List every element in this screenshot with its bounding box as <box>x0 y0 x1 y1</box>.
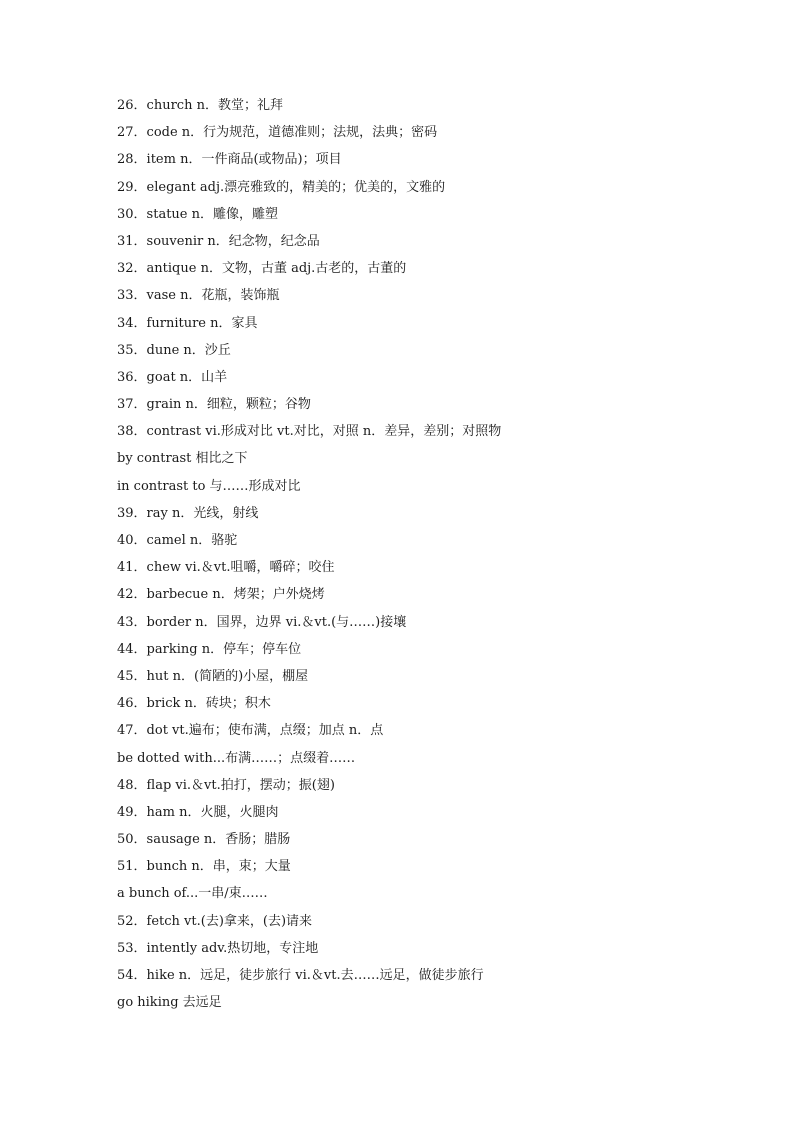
vocab-entry-26: 26．church n．教堂；礼拜 <box>117 98 283 113</box>
vocab-entry-34: 34．furniture n．家具 <box>117 315 258 331</box>
vocab-phrase: by contrast 相比之下 <box>117 451 248 467</box>
vocab-entry-45: 45．hut n．(简陋的)小屋，棚屋 <box>117 668 309 684</box>
vocab-entry-46: 46．brick n．砖块；积木 <box>117 696 271 712</box>
vocab-entry-50: 50．sausage n．香肠；腊肠 <box>117 832 291 848</box>
vocab-entry-37: 37．grain n．细粒，颗粒；谷物 <box>117 397 311 413</box>
vocab-entry-47: 47．dot vt.遍布；使布满，点缀；加点 n．点 <box>117 723 384 739</box>
vocab-entry-28: 28．item n．一件商品(或物品)；项目 <box>117 152 342 168</box>
vocab-entry-38: 38．contrast vi.形成对比 vt.对比，对照 n．差异，差别；对照物 <box>117 424 502 440</box>
vocab-phrase: be dotted with...布满……；点缀着…… <box>117 750 356 766</box>
vocab-phrase: in contrast to 与……形成对比 <box>117 478 301 494</box>
vocab-phrase: go hiking 去远足 <box>117 995 222 1011</box>
vocab-entry-49: 49．ham n．火腿，火腿肉 <box>117 804 279 820</box>
vocab-entry-44: 44．parking n．停车；停车位 <box>117 641 302 657</box>
vocab-entry-39: 39．ray n．光线，射线 <box>117 505 259 521</box>
vocab-entry-29: 29．elegant adj.漂亮雅致的，精美的；优美的，文雅的 <box>117 179 446 195</box>
vocab-entry-54: 54．hike n．远足，徒步旅行 vi.＆vt.去……远足，做徒步旅行 <box>117 968 484 983</box>
vocab-entry-53: 53．intently adv.热切地，专注地 <box>117 940 319 956</box>
vocab-entry-48: 48．flap vi.＆vt.拍打，摆动；振(翅) <box>117 777 335 793</box>
vocab-entry-42: 42．barbecue n．烤架；户外烧烤 <box>117 587 325 603</box>
vocab-entry-40: 40．camel n．骆驼 <box>117 533 238 548</box>
vocab-entry-32: 32．antique n．文物，古董 adj.古老的，古董的 <box>117 261 407 277</box>
vocab-entry-33: 33．vase n．花瓶，装饰瓶 <box>117 288 280 304</box>
vocab-entry-52: 52．fetch vt.(去)拿来，(去)请来 <box>117 913 313 929</box>
vocab-entry-41: 41．chew vi.＆vt.咀嚼，嚼碎；咬住 <box>117 560 335 576</box>
vocab-entry-27: 27．code n．行为规范，道德准则；法规，法典；密码 <box>117 125 438 141</box>
vocabulary-list <box>117 92 737 1016</box>
vocab-entry-36: 36．goat n．山羊 <box>117 369 228 385</box>
vocab-entry-51: 51．bunch n．串，束；大量 <box>117 859 291 875</box>
vocab-entry-31: 31．souvenir n．纪念物，纪念品 <box>117 233 320 249</box>
vocab-entry-30: 30．statue n．雕像，雕塑 <box>117 206 278 222</box>
vocab-entry-35: 35．dune n．沙丘 <box>117 342 231 358</box>
vocab-entry-43: 43．border n．国界，边界 vi.＆vt.(与……)接壤 <box>117 614 407 630</box>
vocab-phrase: a bunch of...一串/束…… <box>117 886 268 902</box>
